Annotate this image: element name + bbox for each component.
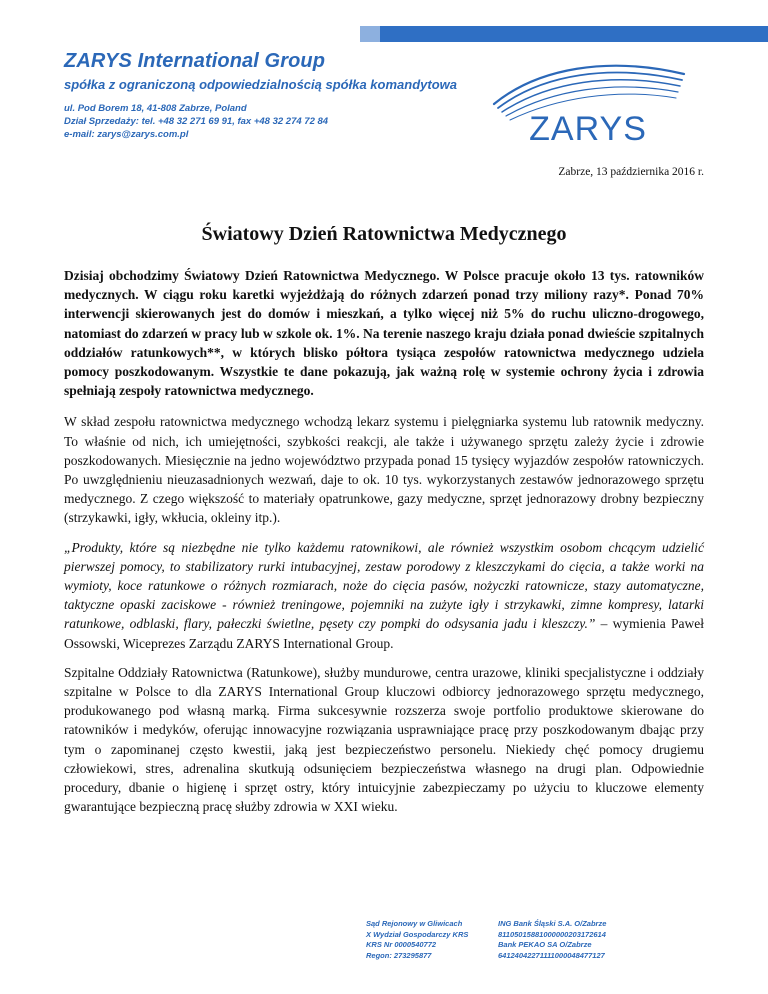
company-email: e-mail: zarys@zarys.com.pl — [64, 129, 189, 140]
footer-line: KRS Nr 0000540772 — [366, 940, 437, 949]
company-contact — [64, 102, 328, 141]
quote-paragraph — [64, 538, 704, 653]
zarys-logo — [488, 52, 688, 147]
company-address: ul. Pod Borem 18, 41-808 Zabrze, Poland — [64, 103, 247, 114]
quote-attribution: – wymienia Paweł Ossowski, Wiceprezes Zarządu ZARYS International Group. — [64, 616, 704, 651]
footer-bank-accounts — [498, 919, 606, 961]
lead-paragraph: Dzisiaj obchodzimy Światowy Dzień Ratownictwa Medycznego. W Polsce pracuje około 13 tys. ratowników medycznych. W ciągu roku karetki wyjeżdżają do różnych zdarzeń ponad trzy miliony razy*. Ponad 70% interwencji skierowanych jest do domów i mieszkań, a tylko więcej niż 5% do ruchu uliczno-drogowego, natomiast do zdarzeń w pracy lub w szkole ok. 1%. Na terenie naszego kraju działa ponad dwieście szpitalnych oddziałów ratunkowych**, w których blisko półtora tysiąca zespołów ratownictwa medycznego udziela pomocy poszkodowanym. Wszystkie te dane pokazują, jak ważną rolę w systemie ochrony życia i zdrowia spełniają zespoły ratownictwa medycznego. — [64, 268, 704, 399]
footer-line: ING Bank Śląski S.A. O/Zabrze — [498, 919, 607, 928]
company-subtitle: spółka z ograniczoną odpowiedzialnością spółka komandytowa — [64, 77, 457, 92]
svg-text:ZARYS: ZARYS — [529, 110, 647, 147]
footer-line: 64124042271111000048477127 — [498, 950, 605, 960]
footer-line: Sąd Rejonowy w Gliwicach — [366, 919, 463, 928]
body-paragraph-1: W skład zespołu ratownictwa medycznego wchodzą lekarz systemu i pielęgniarka systemu lub ratownik medyczny. To właśnie od nich, ich umiejętności, szybkości reakcji, ale także i używanego sprzętu zależy życie i zdrowie poszkodowanych. Miesięcznie na jedno województwo przypada ponad 15 tysięcy wyjazdów zespołów ratowniczych. Po uwzględnieniu nieuzasadnionych wezwań, daje to ok. 10 tys. wykorzystanych zestawów jednorazowego sprzętu medycznego. Z czego większość to materiały opatrunkowe, gazy medyczne, sprzęt jednorazowy drobny bezpieczny (strzykawki, igły, wkłucia, okleiny itp.). — [64, 414, 704, 526]
body-paragraph-3: Szpitalne Oddziały Ratownictwa (Ratunkowe), służby mundurowe, centra urazowe, kliniki specjalistyczne i oddziały szpitalne w Polsce to dla ZARYS International Group kluczowi odbiorcy jednorazowego sprzętu medycznego, produkowanego pod własną marką. Firma sukcesywnie rozszerza swoje portfolio produktowe skierowane do ratowników i medyków, oferując innowacyjne rozwiązania usprawniające pracę przy poszkodowanym dbając przy tym o zapominanej często kwestii, jaką jest bezpieczeństwo personelu. Niekiedy chęć pomocy drugiemu człowiekowi, stres, adrenalina skutkują odsunięciem bezpieczeństwa własnego na drugi plan. Odpowiednie procedury, dbanie o higienę i sprzęt ostry, który intuicyjnie zabezpieczamy po użyciu to kluczowe elementy gwarantujące bezpieczną pracę służby zdrowia w XXI wieku. — [64, 664, 704, 815]
document-date: Zabrze, 13 października 2016 r. — [558, 166, 704, 178]
document-body — [64, 266, 704, 826]
header-accent-bar — [380, 26, 768, 42]
footer-line: X Wydział Gospodarczy KRS — [366, 929, 469, 939]
document-title: Światowy Dzień Ratownictwa Medycznego — [201, 223, 567, 245]
footer-line: Regon: 273295877 — [366, 950, 432, 960]
quote-text: „Produkty, które są niezbędne nie tylko każdemu ratownikowi, ale również wszystkim osobom chcącym udzielić pierwszej pomocy, to stabilizatory rurki intubacyjnej, zestaw porodowy z kleszczykami do cięcia, a także worki na wymioty, koce ratunkowe o różnych rozmiarach, noże do cięcia pasów, nożyczki ratownicze, stazy automatyczne, taktyczne opaski zaciskowe - również treningowe, pojemniki na zużyte igły i strzykawki, zimne kompresy, latarki ratunkowe, odblaski, flary, pałeczki świetlne, pęsety czy pompki do odsysania jadu i kleszczy.” — [64, 539, 704, 632]
footer-line: 81105015881000000203172614 — [498, 929, 606, 939]
company-sales-phone: Dział Sprzedaży: tel. +48 32 271 69 91, fax +48 32 274 72 84 — [64, 116, 329, 127]
header-accent-bar-fade — [360, 26, 380, 42]
footer-line: Bank PEKAO SA O/Zabrze — [498, 940, 592, 949]
company-name: ZARYS International Group — [64, 50, 326, 72]
footer-registration — [366, 919, 468, 961]
